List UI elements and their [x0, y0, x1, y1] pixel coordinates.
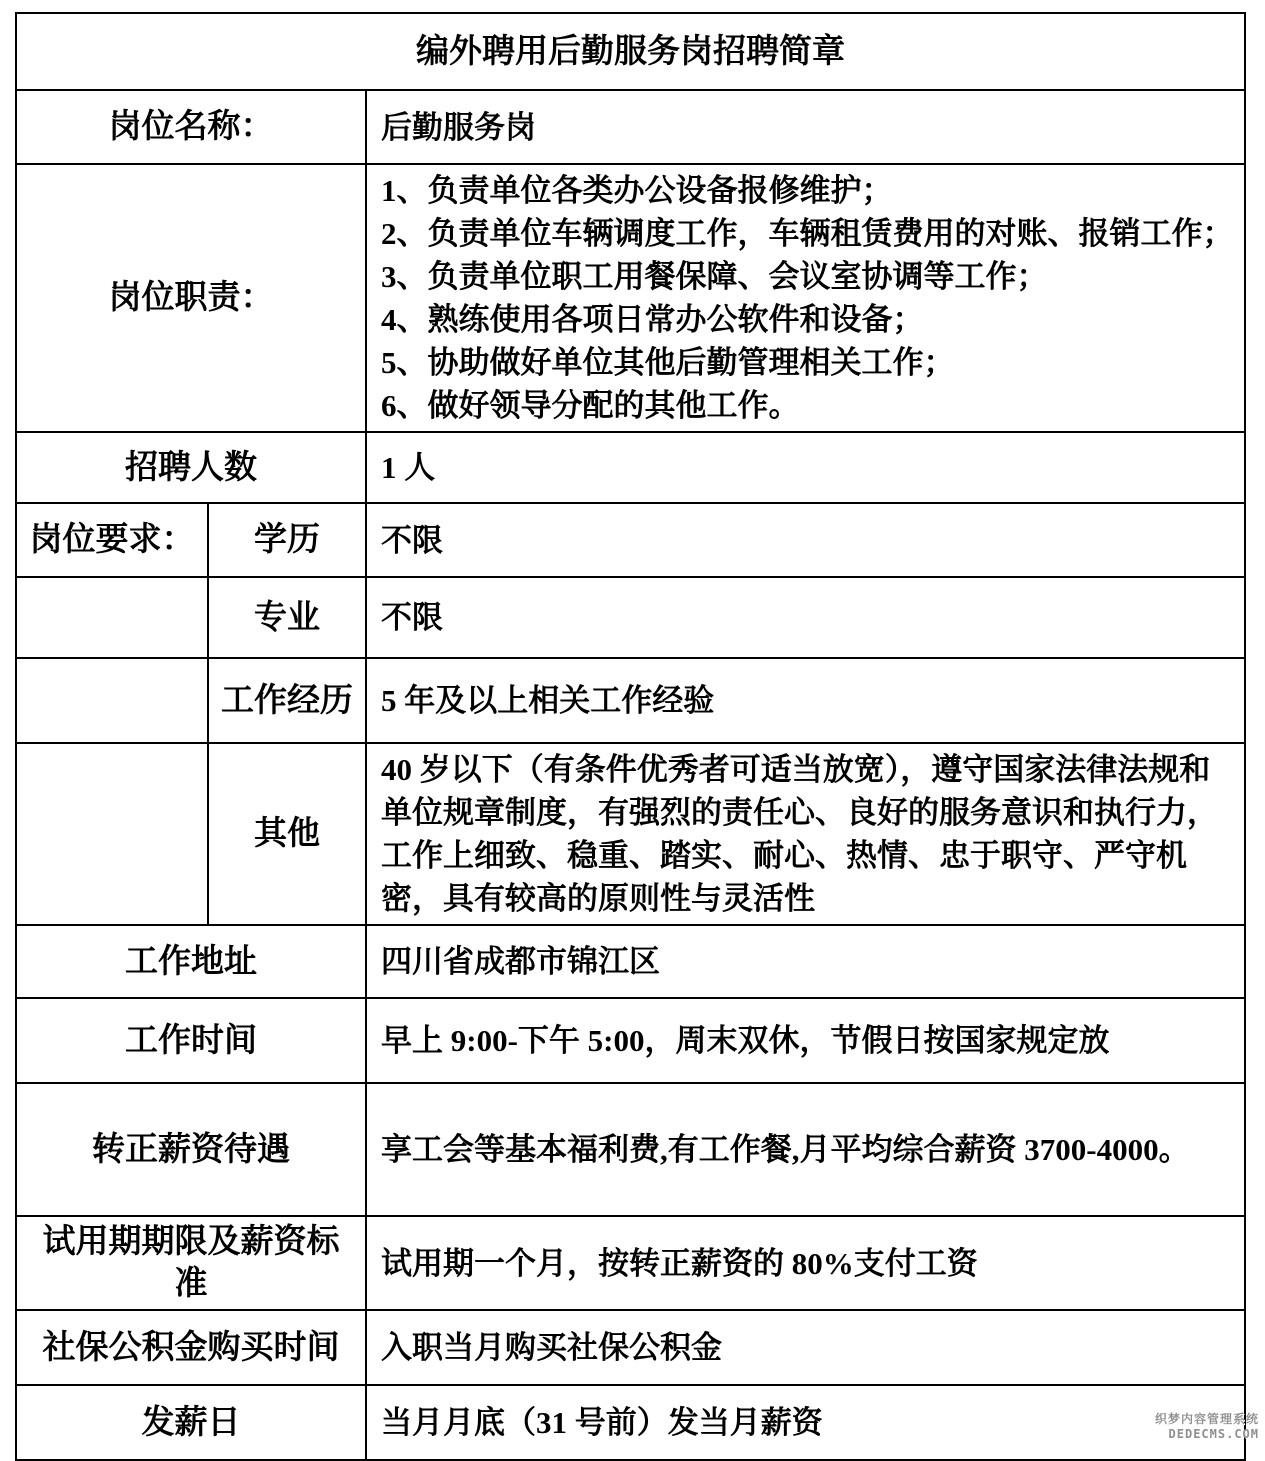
watermark — [1155, 1412, 1259, 1442]
recruitment-table — [15, 12, 1246, 1461]
table-row — [16, 925, 1245, 998]
row-value-line: 3、负责单位职工用餐保障、会议室协调等工作； — [381, 259, 1048, 294]
row-label-cell: 岗位职责： — [16, 164, 366, 432]
table-row — [16, 1385, 1245, 1460]
row-value-line: 2、负责单位车辆调度工作，车辆租赁费用的对账、报销工作； — [381, 216, 1234, 251]
table-row — [16, 90, 1245, 164]
table-row — [16, 1083, 1245, 1216]
row-sublabel-cell: 专业 — [208, 577, 366, 658]
row-sublabel-cell: 工作经历 — [208, 658, 366, 743]
row-group-label-cell — [16, 658, 208, 743]
table-row — [16, 1310, 1245, 1385]
row-label-cell: 岗位名称： — [16, 90, 366, 164]
row-sublabel-cell: 学历 — [208, 503, 366, 577]
row-label-cell: 工作时间 — [16, 998, 366, 1083]
row-value-cell: 不限 — [366, 577, 1245, 658]
row-value-cell: 40 岁以下（有条件优秀者可适当放宽），遵守国家法律法规和单位规章制度，有强烈的责任心、良好的服务意识和执行力，工作上细致、稳重、踏实、耐心、热情、忠于职守、严守机密，具有较高的原则性与灵活性 — [366, 743, 1245, 925]
row-value-cell — [366, 164, 1245, 432]
row-label-cell: 试用期期限及薪资标准 — [16, 1216, 366, 1310]
row-value-line: 4、熟练使用各项日常办公软件和设备； — [381, 302, 924, 337]
table-row — [16, 503, 1245, 577]
row-value-line: 5、协助做好单位其他后勤管理相关工作； — [381, 345, 955, 380]
table-title: 编外聘用后勤服务岗招聘简章 — [16, 13, 1245, 90]
row-label-cell: 转正薪资待遇 — [16, 1083, 366, 1216]
table-row — [16, 432, 1245, 503]
row-value-cell: 四川省成都市锦江区 — [366, 925, 1245, 998]
row-value-cell: 入职当月购买社保公积金 — [366, 1310, 1245, 1385]
row-value-cell: 试用期一个月，按转正薪资的 80%支付工资 — [366, 1216, 1245, 1310]
row-value-cell: 5 年及以上相关工作经验 — [366, 658, 1245, 743]
row-value-cell: 后勤服务岗 — [366, 90, 1245, 164]
table-row — [16, 998, 1245, 1083]
table-row — [16, 658, 1245, 743]
watermark-cms-name: 织梦内容管理系统 — [1154, 1412, 1259, 1426]
recruitment-table-body — [16, 13, 1245, 1460]
table-row — [16, 577, 1245, 658]
row-label-cell: 社保公积金购买时间 — [16, 1310, 366, 1385]
row-group-label-cell: 岗位要求： — [16, 503, 208, 577]
row-label-cell: 发薪日 — [16, 1385, 366, 1460]
row-value-line: 1、负责单位各类办公设备报修维护； — [381, 173, 893, 208]
row-group-label-cell — [16, 577, 208, 658]
row-label-cell: 招聘人数 — [16, 432, 366, 503]
table-row — [16, 743, 1245, 925]
table-row — [16, 13, 1245, 90]
table-row — [16, 1216, 1245, 1310]
row-value-line: 6、做好领导分配的其他工作。 — [381, 388, 800, 423]
watermark-cms-domain: DEDECMS.COM — [1168, 1427, 1259, 1441]
table-row — [16, 164, 1245, 432]
row-value-cell: 早上 9:00-下午 5:00，周末双休，节假日按国家规定放 — [366, 998, 1245, 1083]
row-label-cell: 工作地址 — [16, 925, 366, 998]
row-value-cell: 当月月底（31 号前）发当月薪资 — [366, 1385, 1245, 1460]
row-group-label-cell — [16, 743, 208, 925]
row-value-cell: 1 人 — [366, 432, 1245, 503]
row-value-cell: 享工会等基本福利费,有工作餐,月平均综合薪资 3700-4000。 — [366, 1083, 1245, 1216]
row-value-cell: 不限 — [366, 503, 1245, 577]
row-sublabel-cell: 其他 — [208, 743, 366, 925]
